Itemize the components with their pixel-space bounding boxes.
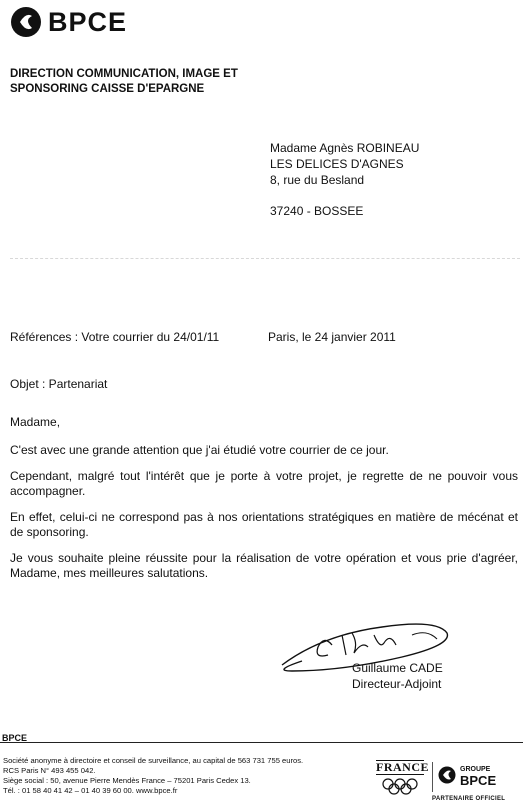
signer-title: Directeur-Adjoint bbox=[352, 677, 442, 691]
references: Références : Votre courrier du 24/01/11 bbox=[10, 330, 220, 344]
footer-line-2: RCS Paris N° 493 455 042. bbox=[3, 766, 96, 775]
fold-line bbox=[10, 258, 520, 261]
footer-legal bbox=[3, 756, 373, 796]
france-wordmark: FRANCE bbox=[376, 760, 429, 774]
footer-line-3: Siège social : 50, avenue Pierre Mendès France – 75201 Paris Cedex 13. bbox=[3, 776, 251, 785]
recipient-street: 8, rue du Besland bbox=[270, 173, 365, 187]
footer-brand: BPCE bbox=[2, 733, 28, 743]
bpce-logo-icon bbox=[10, 6, 42, 38]
subject-line: Objet : Partenariat bbox=[10, 377, 108, 391]
groupe-brand: BPCE bbox=[460, 773, 497, 788]
department-heading bbox=[10, 67, 330, 97]
footer-line-1: Société anonyme à directoire et conseil de surveillance, au capital de 563 731 755 euros. bbox=[3, 756, 304, 765]
recipient-company: LES DELICES D'AGNES bbox=[270, 157, 404, 171]
department-line-2: SPONSORING CAISSE D'EPARGNE bbox=[10, 83, 205, 95]
paragraph-4: Je vous souhaite pleine réussite pour la réalisation de votre opération et vous prie d'agréer, Madame, mes meilleures salutations. bbox=[10, 551, 518, 580]
partner-label: PARTENAIRE OFFICIEL bbox=[432, 796, 506, 802]
france-olympic-logo bbox=[376, 760, 429, 800]
groupe-bpce-logo bbox=[432, 760, 522, 800]
recipient-address bbox=[270, 140, 419, 219]
letter-body bbox=[10, 415, 518, 592]
signer-name: Guillaume CADE bbox=[352, 661, 443, 675]
paragraph-3: En effet, celui-ci ne correspond pas à nos orientations stratégiques en matière de mécénat et de sponsoring. bbox=[10, 510, 518, 539]
brand-name: BPCE bbox=[48, 6, 128, 37]
paragraph-2: Cependant, malgré tout l'intérêt que je porte à votre projet, je regrette de ne pouvoir vous accompagner. bbox=[10, 469, 518, 498]
groupe-label: GROUPE bbox=[460, 766, 491, 773]
footer-divider bbox=[0, 742, 523, 743]
footer-line-4: Tél. : 01 58 40 41 42 – 01 40 39 60 00. www.bpce.fr bbox=[3, 786, 178, 795]
place-date: Paris, le 24 janvier 2011 bbox=[268, 330, 396, 344]
recipient-name: Madame Agnès ROBINEAU bbox=[270, 141, 420, 155]
signer-block bbox=[352, 660, 443, 692]
groupe-bpce-icon bbox=[438, 766, 456, 784]
logo-separator bbox=[432, 762, 433, 792]
department-line-1: DIRECTION COMMUNICATION, IMAGE ET bbox=[10, 68, 238, 80]
salutation: Madame, bbox=[10, 415, 61, 429]
olympic-rings-icon bbox=[380, 778, 420, 796]
recipient-city: 37240 - BOSSEE bbox=[270, 204, 364, 218]
bpce-logo bbox=[10, 6, 127, 38]
paragraph-1: C'est avec une grande attention que j'ai étudié votre courrier de ce jour. bbox=[10, 443, 389, 457]
